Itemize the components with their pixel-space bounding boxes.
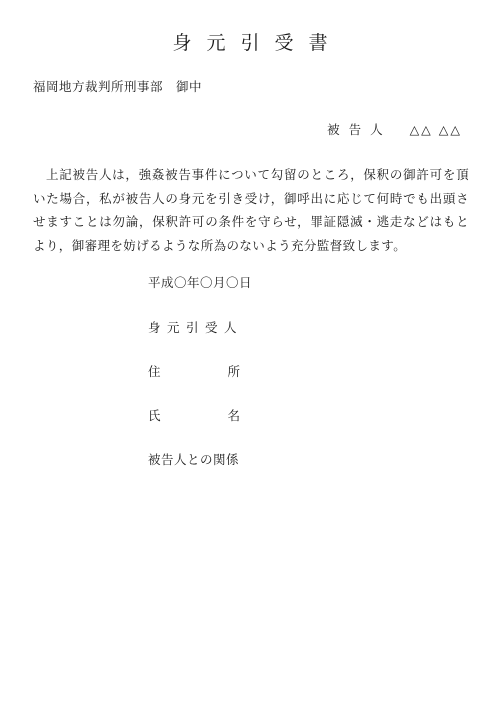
body-paragraph: 上記被告人は，強姦被告事件について勾留のところ，保釈の御許可を頂いた場合，私が被告人の身元を引き受け，御呼出に応じて何時でも出頭させますことは勿論，保釈許可の条件を守らせ，罪証隠滅・逃走などはもとより，御審理を妨げるような所為のないよう充分監督致します。 xyxy=(33,167,469,253)
defendant-label: 被告人 xyxy=(327,122,392,137)
name-label-left: 氏 xyxy=(148,408,161,423)
guarantor-label: 身元引受人 xyxy=(148,320,244,335)
addressee: 福岡地方裁判所刑事部 御中 xyxy=(33,79,203,94)
name-label xyxy=(148,406,240,424)
address-label-left: 住 xyxy=(148,364,161,379)
document-title: 身元引受書 xyxy=(172,32,343,54)
address-label-right: 所 xyxy=(227,364,240,379)
relation-label: 被告人との関係 xyxy=(148,452,240,467)
defendant-name: △△ △△ xyxy=(409,122,462,137)
name-label-right: 名 xyxy=(227,408,240,423)
date-field: 平成〇年〇月〇日 xyxy=(148,275,253,290)
defendant-line xyxy=(327,120,462,138)
address-label xyxy=(148,362,240,380)
